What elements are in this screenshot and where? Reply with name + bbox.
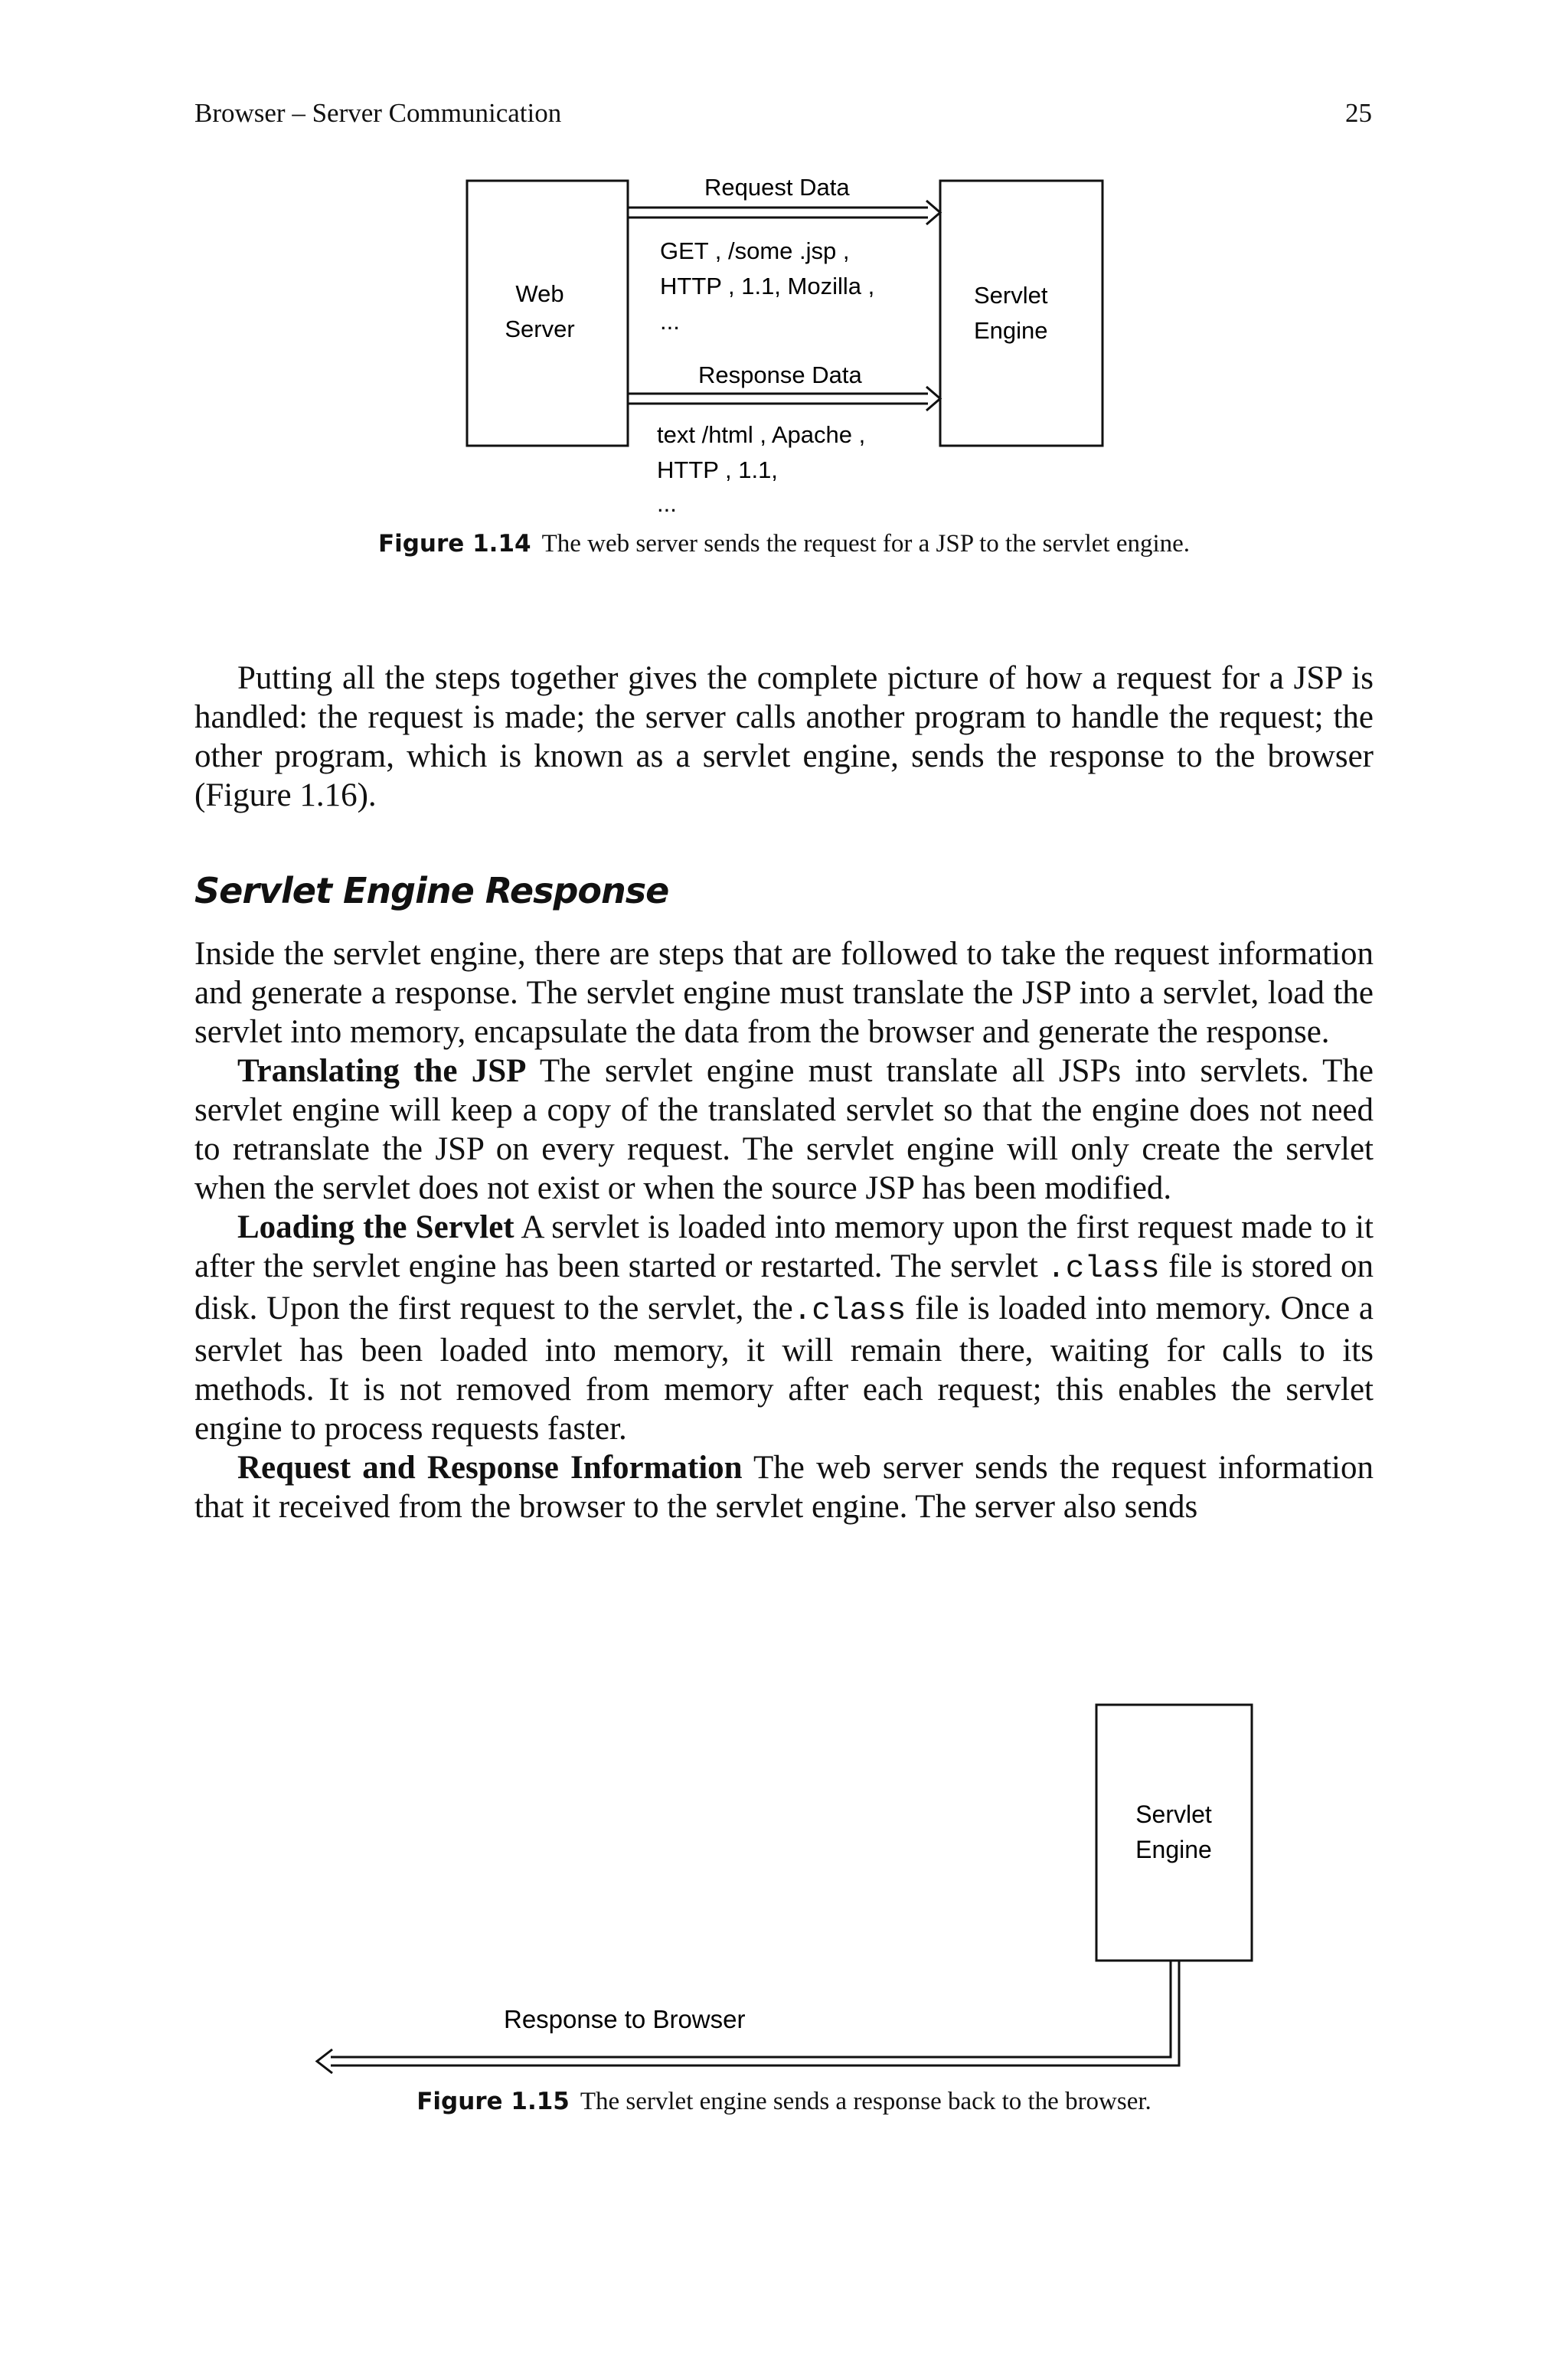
request-data-label: Request Data (704, 174, 850, 201)
web-server-label-line1: Web (515, 280, 564, 307)
paragraph-3-text-b: file is stored on disk. Upon the first request to the servlet, the (194, 1248, 1374, 1326)
figure-1-14-caption-text: The web server sends the request for a JSP to the servlet engine. (541, 530, 1191, 558)
servlet-engine-2-label-line2: Engine (1135, 1836, 1212, 1863)
request-data-line3: ... (660, 308, 680, 335)
run-in-heading-translating: Translating the JSP (237, 1053, 527, 1089)
class-file-code-2: .class (792, 1294, 906, 1329)
paragraph-4-text: The web server sends the request information that it received from the browser to the servlet engine. The server also sends (194, 1450, 1374, 1525)
response-to-browser-label: Response to Browser (504, 2005, 746, 2033)
intro-paragraph: Putting all the steps together gives the complete picture of how a request for a JSP is handled: the request is made; the server calls another program to handle the request; the other program, which is known as a servlet engine, sends the response to the browser (Figure 1.16). (194, 660, 1374, 813)
response-to-browser-arrow (317, 1961, 1179, 2073)
figure-1-14-caption-label: Figure 1.14 (377, 530, 531, 558)
figure-1-15-caption-text: The servlet engine sends a response back to the browser. (580, 2088, 1152, 2115)
response-data-line1: text /html , Apache , (657, 421, 866, 448)
web-server-label-line2: Server (505, 316, 575, 342)
response-data-line2: HTTP , 1.1, (657, 456, 778, 483)
paragraph-3-text-a: A servlet is loaded into memory upon the first request made to it after the servlet engine has been started or restarted. The servlet (194, 1209, 1374, 1284)
section-paragraph-1: Inside the servlet engine, there are steps that are followed to take the request information and generate a response. The servlet engine must translate the JSP into a servlet, load the servlet into memory, encapsulate the data from the browser and generate the response. (194, 936, 1374, 1050)
run-in-heading-request-response: Request and Response Information (237, 1450, 743, 1486)
servlet-engine-box-2 (1096, 1705, 1252, 1961)
servlet-engine-2-label-line1: Servlet (1135, 1801, 1212, 1828)
paragraph-3-text-c: file is loaded into memory. Once a servlet has been loaded into memory, it will remain there, waiting for calls to its methods. It is not removed from memory after each request; this enables the servlet engine to process requests faster. (194, 1290, 1374, 1447)
run-in-heading-loading: Loading the Servlet (237, 1209, 514, 1245)
class-file-code-1: .class (1047, 1251, 1160, 1287)
figure-1-15-caption-label: Figure 1.15 (416, 2088, 570, 2115)
figure-1-15-caption (0, 2088, 1568, 2116)
servlet-engine-label-line1: Servlet (974, 282, 1048, 309)
page-number: 25 (1345, 98, 1372, 128)
request-data-line2: HTTP , 1.1, Mozilla , (660, 273, 875, 299)
paragraph-2-text: The servlet engine must translate all JSPs into servlets. The servlet engine will keep a copy of the translated servlet so that the engine does not need to retranslate the JSP on every request. The servlet engine will only create the servlet when the servlet does not exist or when the source JSP has been modified. (194, 1053, 1374, 1206)
running-title: Browser – Server Communication (194, 98, 562, 128)
servlet-engine-label-line2: Engine (974, 317, 1048, 344)
response-data-label: Response Data (698, 361, 862, 388)
response-data-line3: ... (657, 490, 677, 517)
request-data-line1: GET , /some .jsp , (660, 237, 850, 264)
section-heading: Servlet Engine Response (194, 870, 669, 911)
